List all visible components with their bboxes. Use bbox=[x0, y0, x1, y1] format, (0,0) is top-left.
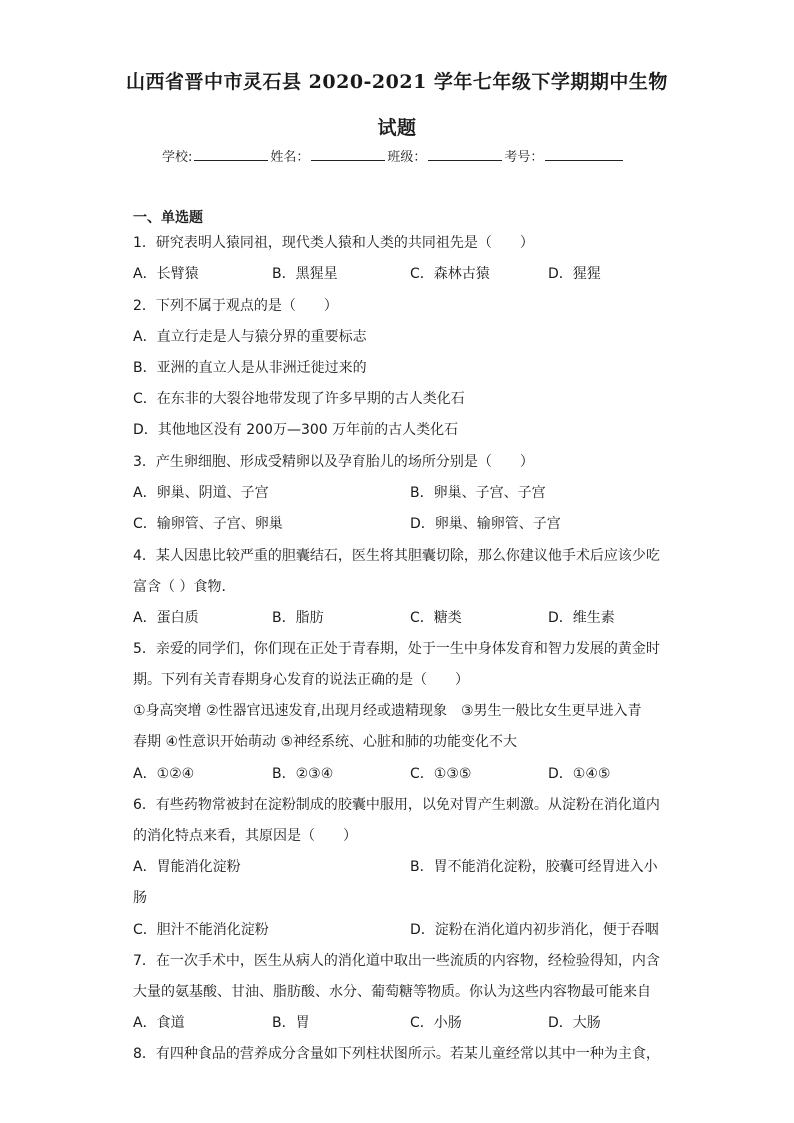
question-3-option-a: A．卵巢、阴道、子宫 bbox=[133, 485, 269, 501]
question-1-option-c: C．森林古猿 bbox=[410, 266, 490, 282]
section-heading: 一、单选题 bbox=[133, 210, 203, 226]
class-field[interactable] bbox=[428, 146, 502, 161]
question-2-stem: 2．下列不属于观点的是（ ） bbox=[133, 298, 338, 314]
question-7-option-c: C．小肠 bbox=[410, 1015, 462, 1031]
question-3-stem: 3．产生卵细胞、形成受精卵以及孕育胎儿的场所分别是（ ） bbox=[133, 454, 534, 470]
page-title-continued: 试题 bbox=[377, 117, 417, 139]
name-field[interactable] bbox=[311, 146, 385, 161]
question-2-option-a: A．直立行走是人与猿分界的重要标志 bbox=[133, 329, 367, 345]
question-5-statements-continued: 春期 ④性意识开始萌动 ⑤神经系统、心脏和肺的功能变化不大 bbox=[133, 734, 518, 750]
question-4-option-d: D．维生素 bbox=[548, 610, 615, 626]
question-6-option-c: C．胆汁不能消化淀粉 bbox=[133, 922, 269, 938]
question-8-stem: 8．有四种食品的营养成分含量如下列柱状图所示。若某儿童经常以其中一种为主食， bbox=[133, 1046, 660, 1062]
question-5-option-d: D．①④⑤ bbox=[548, 766, 611, 782]
question-2-option-d: D．其他地区没有 200万—300 万年前的古人类化石 bbox=[133, 422, 459, 438]
question-1-option-d: D．猩猩 bbox=[548, 266, 601, 282]
question-1-option-b: B．黑猩星 bbox=[272, 266, 338, 282]
question-7-option-b: B．胃 bbox=[272, 1015, 310, 1031]
question-6-stem-continued: 的消化特点来看，其原因是（ ） bbox=[133, 828, 357, 844]
question-2-option-c: C．在东非的大裂谷地带发现了许多早期的古人类化石 bbox=[133, 391, 465, 407]
exam-number-label: 考号： bbox=[504, 150, 544, 165]
question-3-option-c: C．输卵管、子宫、卵巢 bbox=[133, 516, 283, 532]
question-4-stem-continued: 富含（ ）食物． bbox=[133, 579, 236, 595]
question-4-option-b: B．脂肪 bbox=[272, 610, 324, 626]
question-7-stem: 7．在一次手术中，医生从病人的消化道中取出一些流质的内容物，经检验得知，内含 bbox=[133, 953, 660, 969]
question-6-option-b: B．胃不能消化淀粉，胶囊可经胃进入小 bbox=[410, 859, 658, 875]
question-3-option-b: B．卵巢、子宫、子宫 bbox=[410, 485, 546, 501]
question-5-option-c: C．①③⑤ bbox=[410, 766, 472, 782]
student-info-row bbox=[162, 146, 625, 165]
question-7-option-a: A．食道 bbox=[133, 1015, 185, 1031]
school-field[interactable] bbox=[194, 146, 268, 161]
question-4-stem: 4．某人因患比较严重的胆囊结石，医生将其胆囊切除，那么你建议他手术后应该少吃 bbox=[133, 548, 660, 564]
name-label: 姓名： bbox=[270, 150, 310, 165]
question-4-option-c: C．糖类 bbox=[410, 610, 462, 626]
page-title: 山西省晋中市灵石县 2020-2021 学年七年级下学期期中生物 bbox=[126, 71, 668, 93]
question-1-stem: 1．研究表明人猿同祖，现代类人猿和人类的共同祖先是（ ） bbox=[133, 235, 534, 251]
exam-number-field[interactable] bbox=[545, 146, 623, 161]
question-6-stem: 6．有些药物常被封在淀粉制成的胶囊中服用，以免对胃产生刺激。从淀粉在消化道内 bbox=[133, 797, 660, 813]
school-label: 学校: bbox=[162, 150, 193, 165]
class-label: 班级： bbox=[387, 150, 427, 165]
question-1-option-a: A．长臂猿 bbox=[133, 266, 199, 282]
question-6-option-a: A．胃能消化淀粉 bbox=[133, 859, 241, 875]
question-3-option-d: D．卵巢、输卵管、子宫 bbox=[410, 516, 561, 532]
question-2-option-b: B．亚洲的直立人是从非洲迁徙过来的 bbox=[133, 360, 367, 376]
question-6-option-d: D．淀粉在消化道内初步消化，便于吞咽 bbox=[410, 922, 659, 938]
question-5-option-b: B．②③④ bbox=[272, 766, 334, 782]
question-4-option-a: A．蛋白质 bbox=[133, 610, 199, 626]
question-7-stem-continued: 大量的氨基酸、甘油、脂肪酸、水分、葡萄糖等物质。你认为这些内容物最可能来自 bbox=[133, 984, 651, 1000]
question-5-stem-continued: 期。下列有关青春期身心发育的说法正确的是（ ） bbox=[133, 672, 469, 688]
question-7-option-d: D．大肠 bbox=[548, 1015, 601, 1031]
question-5-option-a: A．①②④ bbox=[133, 766, 195, 782]
question-5-statements: ①身高突增 ②性器官迅速发育,出现月经或遗精现象 ③男生一般比女生更早进入青 bbox=[133, 703, 642, 719]
question-6-option-b-continued: 肠 bbox=[133, 890, 147, 906]
question-5-stem: 5．亲爱的同学们，你们现在正处于青春期，处于一生中身体发育和智力发展的黄金时 bbox=[133, 641, 660, 657]
